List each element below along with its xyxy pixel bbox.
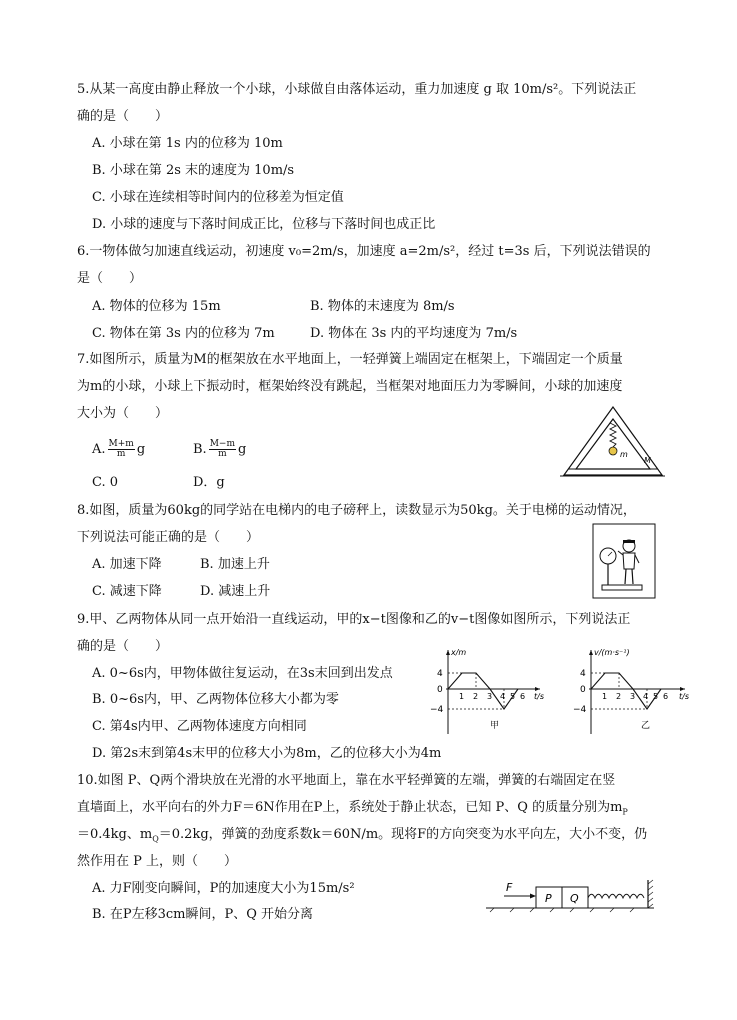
q6-option-a: A. 物体的位移为 15m — [92, 299, 221, 314]
q10-spring — [588, 894, 644, 898]
q7-option-a-fraction — [108, 440, 135, 459]
q7-stem-line1: 7.如图所示，质量为M的框架放在水平地面上，一轻弹簧上端固定在框架上，下端固定一个质量 — [77, 352, 623, 367]
q7-option-b — [193, 440, 246, 459]
q8-option-d: D. 减速上升 — [200, 584, 271, 599]
q7-ball — [609, 447, 617, 455]
q9-jia-xtick-2: 2 — [473, 692, 479, 701]
q8-stem-line2: 下列说法可能正确的是（ ） — [77, 530, 260, 545]
q9-jia-xtick-1: 1 — [459, 692, 465, 701]
q9-jia-ytick-4: 4 — [437, 669, 443, 679]
q7-stem-line3: 大小为（ ） — [77, 406, 169, 421]
q9-graph-yi — [567, 646, 697, 738]
q9-jia-ylabel: x/m — [451, 648, 467, 657]
q7-option-b-prefix: B. — [193, 442, 207, 457]
q9-jia-line — [448, 673, 518, 709]
q10-sub-p: P — [622, 807, 628, 817]
q10-label-Q: Q — [570, 892, 579, 905]
q9-jia-ytick-0: 0 — [437, 685, 443, 695]
q7-option-a-prefix: A. — [92, 442, 106, 457]
q5-option-d: D. 小球的速度与下落时间成正比，位移与下落时间也成正比 — [92, 217, 436, 232]
q8-option-a: A. 加速下降 — [92, 557, 162, 572]
q9-option-b: B. 0~6s内，甲、乙两物体位移大小都为零 — [92, 692, 339, 707]
q6-option-c: C. 物体在第 3s 内的位移为 7m — [92, 326, 275, 341]
q10-label-P: P — [545, 892, 552, 905]
q10-stem-line1: 10.如图 P、Q两个滑块放在光滑的水平地面上，靠在水平轻弹簧的左端，弹簧的右端固定在竖 — [77, 773, 616, 788]
q9-yi-xtick-1: 1 — [602, 692, 608, 701]
q7-option-b-suffix: g — [237, 442, 247, 457]
q10-option-b: B. 在P左移3cm瞬间，P、Q 开始分离 — [92, 907, 313, 922]
q9-jia-xtick-6: 6 — [520, 692, 526, 701]
q7-inner-triangle — [576, 419, 650, 469]
q7-option-a-numerator: M+m — [108, 439, 134, 449]
q8-elevator-figure — [592, 523, 656, 599]
q10-stem-line3-rest: ＝0.2kg，弹簧的劲度系数k＝60N/m。现将F的方向突变为水平向左，大小不变，仍 — [158, 827, 648, 842]
q8-option-b: B. 加速上升 — [200, 557, 270, 572]
q5-option-c: C. 小球在连续相等时间内的位移差为恒定值 — [92, 190, 344, 205]
q9-jia-xtick-3: 3 — [487, 692, 493, 701]
q7-label-m: m — [620, 450, 628, 459]
q9-yi-xtick-3: 3 — [630, 692, 636, 701]
q5-stem-line2: 确的是（ ） — [77, 109, 169, 124]
q10-stem-line3 — [77, 826, 647, 849]
q10-stem-line3-text: ＝0.4kg、m — [77, 827, 153, 842]
q9-yi-ylabel: v/(m·s⁻¹) — [594, 648, 630, 657]
q5-stem-line1: 5.从某一高度由静止释放一个小球，小球做自由落体运动，重力加速度 g 取 10m/s²。下列说法正 — [77, 82, 637, 97]
q8-option-c: C. 减速下降 — [92, 584, 162, 599]
q10-stem-line4: 然作用在 P 上，则（ ） — [77, 854, 238, 869]
q10-option-a: A. 力F刚变向瞬间，P的加速度大小为15m/s² — [92, 881, 355, 896]
q6-stem-line2: 是（ ） — [77, 271, 143, 286]
q9-yi-xtick-5: 5 — [653, 692, 659, 701]
q9-jia-ytick-neg4: −4 — [430, 705, 444, 715]
q10-spring-figure — [484, 878, 664, 912]
q9-yi-xlabel: t/s — [679, 692, 689, 701]
q8-person-body — [623, 553, 635, 569]
q5-option-a: A. 小球在第 1s 内的位移为 10m — [92, 136, 283, 151]
q9-option-a: A. 0~6s内，甲物体做往复运动，在3s末回到出发点 — [92, 666, 393, 681]
q9-stem-line2: 确的是（ ） — [77, 639, 169, 654]
q9-jia-caption: 甲 — [490, 721, 500, 731]
q10-sub-q: Q — [152, 834, 159, 844]
q7-option-a-denominator: m — [116, 449, 126, 459]
q5-option-b: B. 小球在第 2s 末的速度为 10m/s — [92, 163, 295, 178]
q8-scale-platform — [602, 585, 642, 590]
q9-jia-xtick-5: 5 — [510, 692, 516, 701]
q8-stem-line1: 8.如图，质量为60kg的同学站在电梯内的电子磅秤上，读数显示为50kg。关于电梯的运动情况， — [77, 503, 636, 518]
q7-option-c: C. 0 — [92, 475, 119, 490]
q7-label-M: M — [644, 456, 651, 465]
q9-yi-ytick-neg4: −4 — [573, 705, 587, 715]
q10-label-F: F — [506, 881, 513, 894]
q7-stem-line2: 为m的小球，小球上下振动时，框架始终没有跳起，当框架对地面压力为零瞬间，小球的加速度 — [77, 379, 623, 394]
q9-yi-xtick-4: 4 — [643, 692, 649, 701]
q10-stem-line2 — [77, 799, 628, 822]
q7-option-b-denominator: m — [218, 449, 227, 459]
q6-option-b: B. 物体的末速度为 8m/s — [310, 299, 455, 314]
q7-option-a — [92, 440, 145, 459]
q9-jia-xlabel: t/s — [534, 692, 544, 701]
q9-yi-xtick-2: 2 — [616, 692, 622, 701]
q9-yi-xtick-6: 6 — [663, 692, 669, 701]
q6-option-d: D. 物体在 3s 内的平均速度为 7m/s — [310, 326, 518, 341]
q9-option-c: C. 第4s内甲、乙两物体速度方向相同 — [92, 719, 307, 734]
q7-option-b-fraction — [209, 440, 236, 459]
q7-option-a-suffix: g — [136, 442, 146, 457]
q9-yi-line — [591, 673, 661, 709]
q9-yi-ytick-4: 4 — [580, 669, 586, 679]
q9-yi-caption: 乙 — [641, 721, 651, 731]
q7-spring — [610, 419, 616, 447]
q9-option-d: D. 第2s末到第4s末甲的位移大小为8m，乙的位移大小为4m — [92, 746, 442, 761]
q9-yi-ytick-0: 0 — [580, 685, 586, 695]
q9-graph-jia — [420, 646, 550, 738]
q9-stem-line1: 9.甲、乙两物体从同一点开始沿一直线运动，甲的x−t图像和乙的v−t图像如图所示，下列说法正 — [77, 612, 631, 627]
q7-option-b-numerator: M−m — [209, 439, 235, 449]
q7-option-d: D．g — [193, 475, 225, 490]
q7-frame-figure — [560, 405, 665, 480]
q10-stem-line2-text: 直墙面上，水平向右的外力F＝6N作用在P上，系统处于静止状态，已知 P、Q 的质量分别为m — [77, 800, 623, 815]
q6-stem-line1: 6.一物体做匀加速直线运动，初速度 v₀=2m/s，加速度 a=2m/s²，经过 t=3s 后，下列说法错误的 — [77, 244, 651, 259]
q9-jia-xtick-4: 4 — [500, 692, 506, 701]
